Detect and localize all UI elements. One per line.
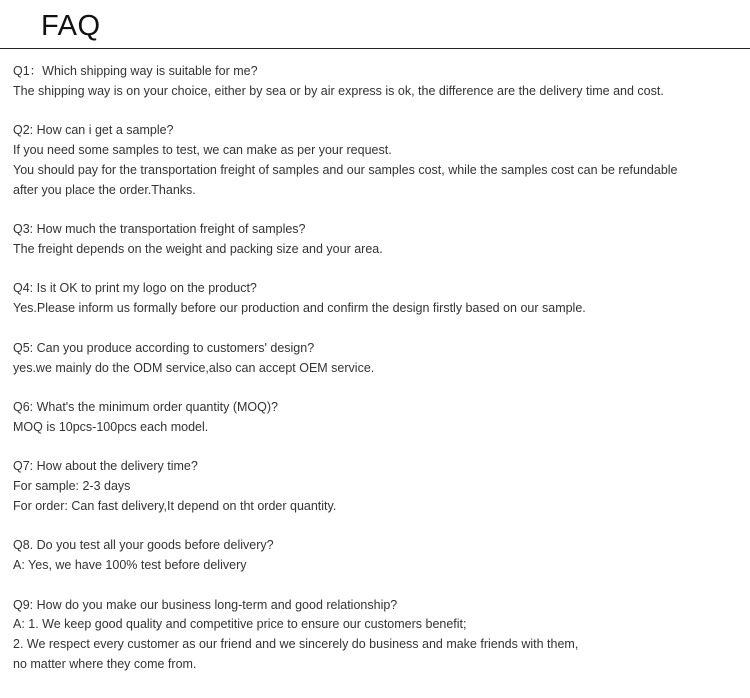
faq-question: Q9: How do you make our business long-term and good relationship? xyxy=(13,597,398,612)
faq-question: Q2: How can i get a sample? xyxy=(13,123,174,138)
faq-question: Q3: How much the transportation freight of samples? xyxy=(13,222,306,237)
faq-answer-line: Yes.Please inform us formally before our production and confirm the design firstly based on our sample. xyxy=(13,301,586,316)
faq-question: Q6: What's the minimum order quantity (MOQ)? xyxy=(13,400,278,414)
faq-answer-line: The freight depends on the weight and packing size and your area. xyxy=(13,241,383,256)
faq-answer-line: A: 1. We keep good quality and competitive price to ensure our customers benefit; xyxy=(13,617,467,632)
faq-item-q7 xyxy=(13,457,743,516)
faq-answer-line: If you need some samples to test, we can make as per your request. xyxy=(13,143,392,158)
faq-question: Q4: Is it OK to print my logo on the product? xyxy=(13,281,257,296)
faq-answer-line: yes.we mainly do the ODM service,also can accept OEM service. xyxy=(13,360,375,375)
faq-item-q2 xyxy=(13,121,743,200)
faq-item-q8 xyxy=(13,536,743,576)
faq-answer-line: You should pay for the transportation freight of samples and our samples cost, while the samples cost can be refundable xyxy=(13,162,678,177)
faq-answer-line: A: Yes, we have 100% test before delivery xyxy=(13,558,247,573)
faq-question: Q5: Can you produce according to customers' design? xyxy=(13,340,315,355)
page-header xyxy=(0,0,750,50)
faq-answer-line: no matter where they come from. xyxy=(13,657,197,672)
page-title: FAQ xyxy=(41,10,101,42)
faq-answer-line: For order: Can fast delivery,It depend on tht order quantity. xyxy=(13,498,337,513)
faq-question: Q1：Which shipping way is suitable for me? xyxy=(13,64,258,78)
faq-item-q5 xyxy=(13,339,743,379)
faq-question: Q8. Do you test all your goods before delivery? xyxy=(13,538,274,553)
faq-item-q9 xyxy=(13,596,743,675)
faq-answer-line: MOQ is 10pcs-100pcs each model. xyxy=(13,419,209,434)
faq-item-q3 xyxy=(13,220,743,260)
faq-list xyxy=(13,62,743,695)
faq-item-q1 xyxy=(13,62,743,102)
header-divider xyxy=(0,48,750,49)
faq-question: Q7: How about the delivery time? xyxy=(13,459,198,474)
faq-item-q6 xyxy=(13,398,743,438)
faq-answer-line: 2. We respect every customer as our friend and we sincerely do business and make friends with them, xyxy=(13,637,579,652)
faq-answer-line: The shipping way is on your choice, either by sea or by air express is ok, the difference are the delivery time and cost. xyxy=(13,83,664,98)
faq-answer-line: For sample: 2-3 days xyxy=(13,479,131,494)
faq-answer-line: after you place the order.Thanks. xyxy=(13,182,196,197)
faq-item-q4 xyxy=(13,279,743,319)
